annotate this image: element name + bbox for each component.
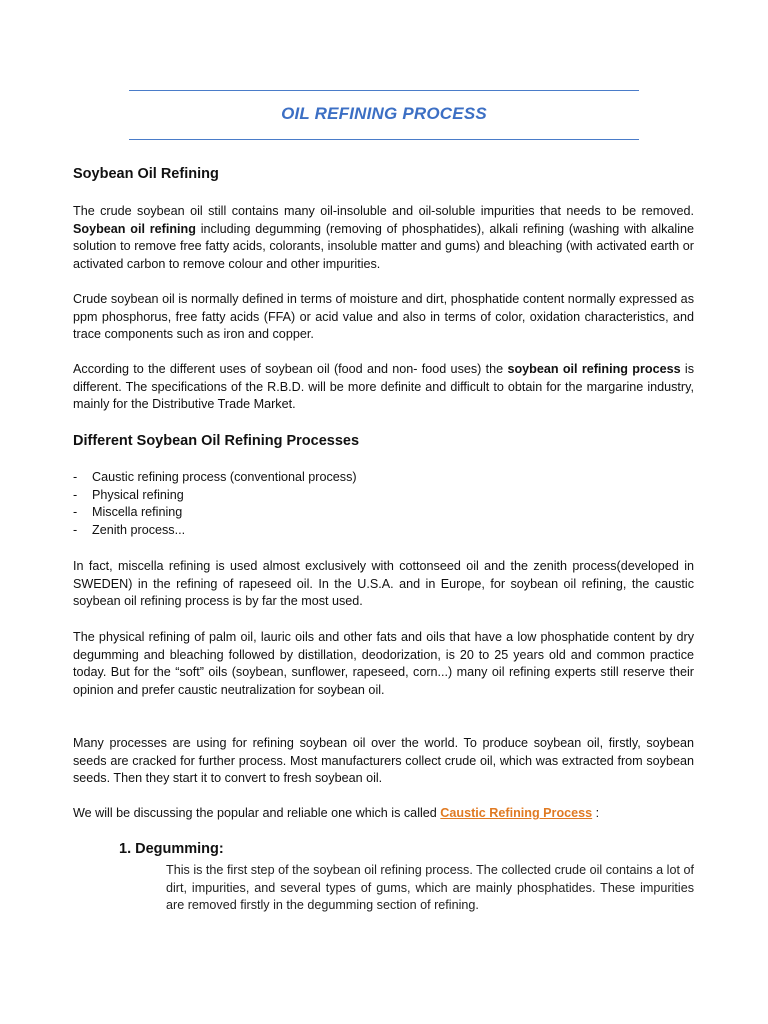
paragraph-caustic-intro — [73, 805, 694, 823]
title-bottom-rule — [129, 139, 639, 140]
list-item-text: Caustic refining process (conventional process) — [92, 470, 357, 484]
paragraph-uses-bold: soybean oil refining process — [507, 362, 681, 376]
paragraph-crude-definition: Crude soybean oil is normally defined in terms of moisture and dirt, phosphatide content normally expressed as ppm phosphorus, free fatty acids (FFA) or acid value and also in terms of color, oxidation characteristics, and trace components such as iron and copper. — [73, 292, 694, 342]
paragraph-intro-text-a: The crude soybean oil still contains many oil-insoluble and oil-soluble impurities that needs to be removed. — [73, 204, 694, 218]
paragraph-different-uses — [73, 361, 694, 414]
paragraph-intro-bold: Soybean oil refining — [73, 221, 196, 236]
list-item — [73, 522, 357, 540]
list-item-text: Zenith process... — [92, 523, 186, 538]
list-item-text: Physical refining — [92, 487, 184, 502]
list-marker: - — [73, 487, 78, 502]
paragraph-uses-text-b: is different. The specifications of the R.B.D. will be more definite and difficult to obtain for the margarine industry, mainly for the Distributive Trade Market. — [73, 362, 694, 412]
title-top-rule — [129, 90, 639, 91]
paragraph-caustic-text-b: : — [592, 806, 600, 820]
document-title: OIL REFINING PROCESS — [281, 104, 487, 123]
process-list — [73, 469, 357, 540]
list-marker: - — [73, 523, 78, 538]
list-item — [73, 504, 357, 522]
section-heading-processes: Different Soybean Oil Refining Processes — [73, 433, 360, 449]
list-item-text: Miscella refining — [92, 505, 183, 520]
paragraph-intro-text-b: including degumming (removing of phosphatides), alkali refining (washing with alkaline solution to remove free fatty acids, colorants, insoluble matter and gums) and bleaching (with activated earth or activated carbon to remove colour and other impurities. — [73, 221, 695, 272]
section-heading-soybean-oil-refining: Soybean Oil Refining — [73, 166, 219, 182]
paragraph-intro — [73, 203, 694, 274]
list-marker: - — [73, 505, 78, 520]
paragraph-many-processes: Many processes are using for refining soybean oil over the world. To produce soybean oil, firstly, soybean seeds are cracked for further process. Most manufacturers collect crude oil, which was extracted from soybean seeds. Then they start it to convert to fresh soybean oil. — [73, 736, 694, 786]
list-item — [73, 469, 357, 487]
paragraph-physical-refining: The physical refining of palm oil, lauric oils and other fats and oils that have a low phosphatide content by dry degumming and bleaching followed by distillation, deodorization, is 20 to 25 years old and common practice today. But for the “soft” oils (soybean, sunflower, rapeseed, corn...) many oil refining experts still reserve their opinion and prefer caustic neutralization for soybean oil. — [73, 630, 694, 698]
list-marker: - — [73, 470, 78, 484]
paragraph-degumming: This is the first step of the soybean oil refining process. The collected crude oil contains a lot of dirt, impurities, and several types of gums, which are mainly phosphatides. These impurities are removed firstly in the degumming section of refining. — [166, 863, 694, 913]
paragraph-miscella: In fact, miscella refining is used almost exclusively with cottonseed oil and the zenith process(developed in SWEDEN) in the refining of rapeseed oil. In the U.S.A. and in Europe, for soybean oil refining, the caustic soybean oil refining process is by far the most used. — [73, 559, 694, 609]
paragraph-caustic-text-a: We will be discussing the popular and reliable one which is called — [73, 806, 441, 820]
caustic-refining-link[interactable]: Caustic Refining Process — [440, 806, 593, 820]
paragraph-uses-text-a: According to the different uses of soybean oil (food and non- food uses) the — [73, 362, 508, 376]
list-item — [73, 487, 357, 505]
step-heading-degumming: 1. Degumming: — [119, 841, 224, 857]
